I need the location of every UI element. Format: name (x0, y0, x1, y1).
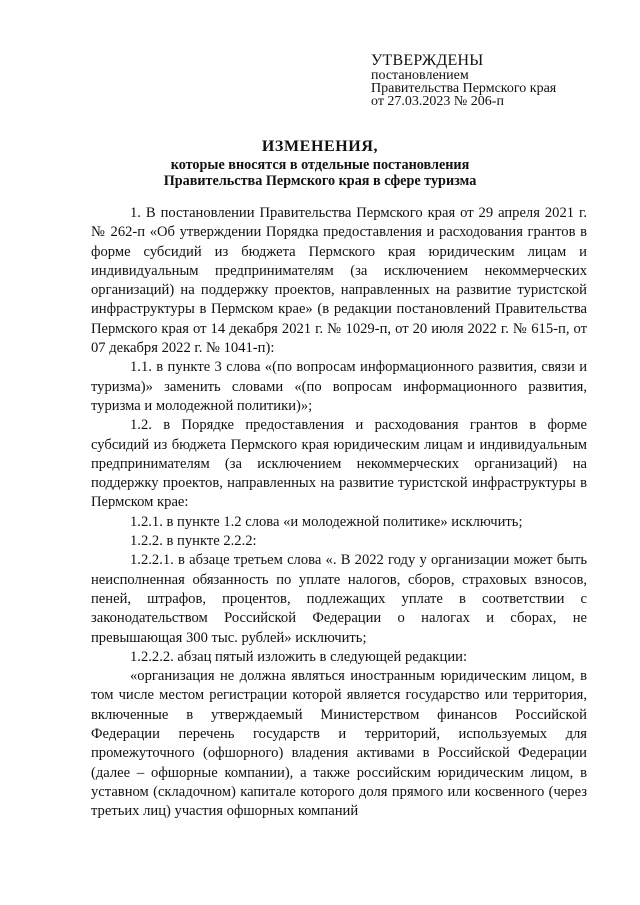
document-body (91, 204, 587, 822)
paragraph-1-1: 1.1. в пункте 3 слова «(по вопросам информационного развития, связи и туризма)» заменить словами «(по вопросам информационного развития, туризма и молодежной политики)»; (91, 359, 587, 414)
subtitle-line-1: которые вносятся в отдельные постановления (170, 157, 470, 173)
paragraph-1-2-2-1: 1.2.2.1. в абзаце третьем слова «. В 2022 году у организации может быть неисполненная обязанность по уплате налогов, сборов, страховых взносов, пеней, штрафов, процентов, подлежащих уплате в соответствии с законодательством Российской Федерации о налогах и сборах, не превышающая 300 тыс. рублей» исключить; (91, 552, 587, 646)
approval-line-3: от 27.03.2023 № 206-п (371, 94, 504, 109)
paragraph-1-2-2: 1.2.2. в пункте 2.2.2: (130, 533, 257, 550)
paragraph-1: 1. В постановлении Правительства Пермского края от 29 апреля 2021 г. № 262-п «Об утверждении Порядка предоставления и расходования грантов в форме субсидий из бюджета Пермского края юридическим лицам и индивидуальным предпринимателям (за исключением некоммерческих организаций) на поддержку проектов, направленных на развитие туристской инфраструктуры в Пермском крае» (в редакции постановлений Правительства Пермского края от 14 декабря 2021 г. № 1029-п, от 20 июля 2022 г. № 615-п, от 07 декабря 2022 г. № 1041-п): (91, 205, 587, 357)
approval-stamp (371, 52, 621, 108)
approval-line-2: Правительства Пермского края (371, 81, 557, 96)
approval-line-1: постановлением (371, 68, 469, 83)
approval-heading: УТВЕРЖДЕНЫ (371, 52, 484, 69)
document-subtitle (100, 157, 540, 189)
paragraph-1-2: 1.2. в Порядке предоставления и расходования грантов в форме субсидий из бюджета Пермского края юридическим лицам и индивидуальным предпринимателям (за исключением некоммерческих организаций) на поддержку проектов, направленных на развитие туристской инфраструктуры в Пермском крае: (91, 417, 587, 511)
document-title: ИЗМЕНЕНИЯ, (261, 138, 379, 155)
paragraph-1-2-2-2: 1.2.2.2. абзац пятый изложить в следующей редакции: (130, 648, 468, 665)
subtitle-line-2: Правительства Пермского края в сфере туризма (163, 173, 477, 189)
paragraph-quote: «организация не должна являться иностранным юридическим лицом, в том числе местом регистрации которой является государство или территория, включенные в утверждаемый Министерством финансов Российской Федерации перечень государств и территорий, используемых для промежуточного (офшорного) владения активами в Российской Федерации (далее – офшорные компании), а также российским юридическим лицом, в уставном (складочном) капитале которого доля прямого или косвенного (через третьих лиц) участия офшорных компаний (91, 668, 587, 820)
paragraph-1-2-1: 1.2.1. в пункте 1.2 слова «и молодежной политике» исключить; (130, 513, 523, 530)
